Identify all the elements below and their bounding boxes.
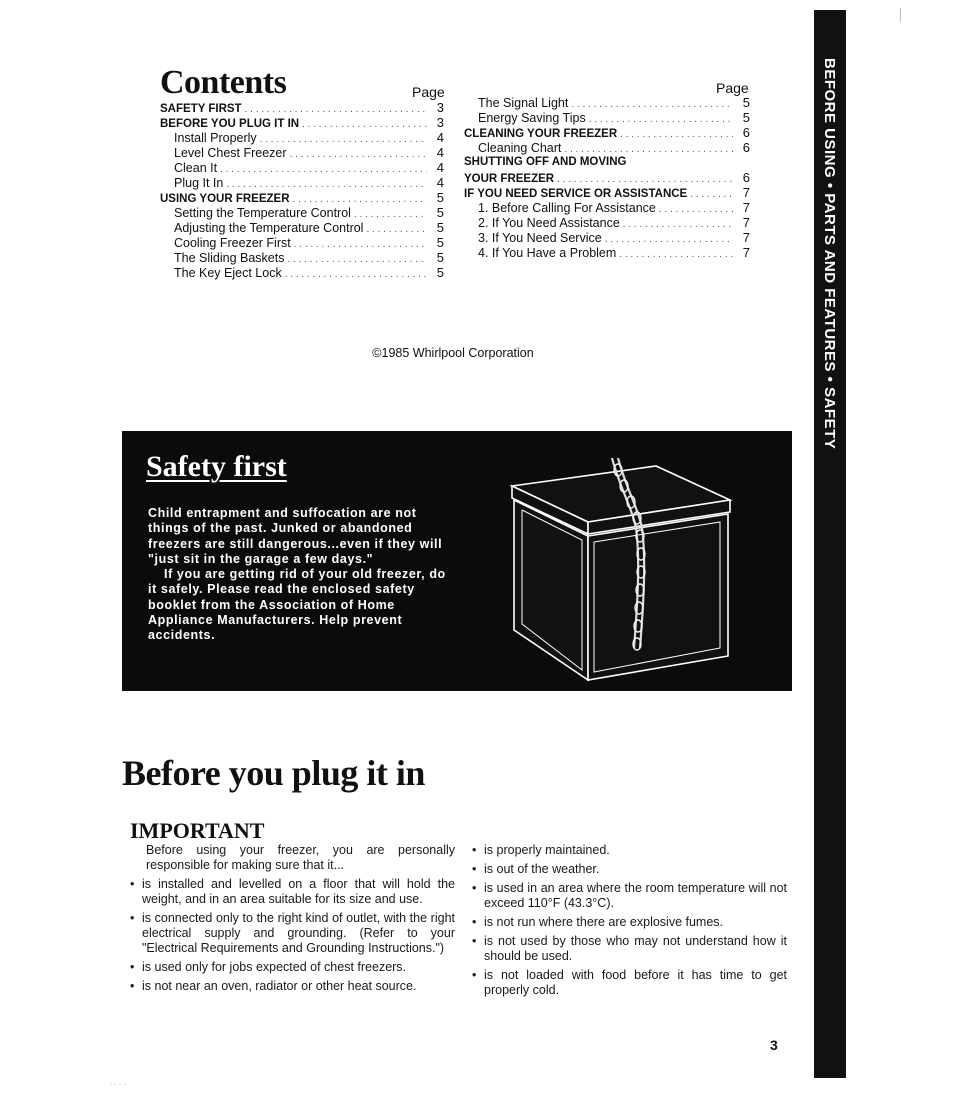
toc-leader-dots — [623, 217, 733, 232]
bullet-item: • is used in an area where the room temperature will not exceed 110°F (43.3°C). — [472, 881, 787, 911]
toc-entry-page: 5 — [436, 265, 444, 280]
safety-paragraph-1: Child entrapment and suffocation are not things of the past. Junked or abandoned freezers are still dangerous...even if they will "just sit in the garage a few days." — [148, 506, 443, 566]
toc-entry-page: 6 — [742, 140, 750, 155]
toc-entry-label: Adjusting the Temperature Control — [174, 221, 364, 235]
toc-entry — [160, 250, 444, 265]
toc-entry — [160, 130, 444, 145]
bullet-item: • is connected only to the right kind of outlet, with the right electrical supply and grounding. (Refer to your "Electrical Requirements and Grounding Instructions.") — [130, 911, 455, 956]
corner-mark — [900, 8, 901, 22]
toc-entry — [160, 115, 444, 130]
toc-entry-page: 5 — [436, 190, 444, 205]
toc-entry-page: 6 — [742, 125, 750, 140]
toc-entry-label: CLEANING YOUR FREEZER — [464, 128, 618, 140]
toc-entry-page: 7 — [742, 230, 750, 245]
bullet-item: • is used only for jobs expected of chest freezers. — [130, 960, 455, 975]
toc-entry — [160, 160, 444, 175]
toc-entry-label: Clean It — [174, 161, 218, 175]
toc-leader-dots — [366, 222, 427, 237]
side-section-tab — [814, 10, 846, 1078]
toc-leader-dots — [605, 232, 733, 247]
toc-leader-dots — [354, 207, 427, 222]
toc-entry-label: The Sliding Baskets — [174, 251, 285, 265]
toc-leader-dots — [245, 102, 427, 117]
chained-freezer-illustration — [500, 448, 780, 684]
toc-entry-page: 3 — [436, 100, 444, 115]
scan-dots: . . . . — [110, 1078, 126, 1087]
plug-intro: Before using your freezer, you are personally responsible for making sure that it... — [146, 843, 455, 872]
toc-right-column — [464, 95, 750, 260]
toc-entry-page: 4 — [436, 175, 444, 190]
toc-entry-page: 5 — [436, 235, 444, 250]
toc-leader-dots — [659, 202, 733, 217]
toc-leader-dots — [557, 172, 733, 187]
toc-leader-dots — [260, 132, 427, 147]
toc-leader-dots — [290, 147, 427, 162]
page-number: 3 — [770, 1037, 778, 1053]
copyright-notice — [0, 346, 954, 360]
toc-leader-dots — [294, 237, 427, 252]
toc-entry-page: 5 — [436, 205, 444, 220]
toc-leader-dots — [226, 177, 427, 192]
toc-leader-dots — [285, 267, 427, 282]
side-tab-label: BEFORE USING • PARTS AND FEATURES • SAFETY — [821, 58, 838, 450]
toc-leader-dots — [220, 162, 427, 177]
toc-entry-page: 5 — [436, 220, 444, 235]
toc-leader-dots — [690, 187, 733, 202]
toc-entry-label: The Key Eject Lock — [174, 266, 282, 280]
toc-entry-label: Energy Saving Tips — [478, 111, 586, 125]
toc-right-page-header: Page — [716, 80, 749, 96]
toc-entry — [160, 235, 444, 250]
plug-in-title: Before you plug it in — [122, 753, 425, 793]
toc-entry — [160, 100, 444, 115]
bullet-item: • is installed and levelled on a floor that will hold the weight, and in an area suitable for its size and use. — [130, 877, 455, 907]
toc-entry — [464, 155, 750, 170]
toc-entry-label: USING YOUR FREEZER — [160, 193, 290, 205]
toc-entry — [160, 265, 444, 280]
bullet-item: • is not used by those who may not understand how it should be used. — [472, 934, 787, 964]
toc-entry — [464, 140, 750, 155]
toc-entry — [464, 110, 750, 125]
toc-entry-label: 4. If You Have a Problem — [478, 246, 617, 260]
toc-entry-page: 5 — [436, 250, 444, 265]
toc-leader-dots — [620, 127, 733, 142]
toc-entry-label: YOUR FREEZER — [464, 173, 555, 185]
toc-entry — [160, 190, 444, 205]
toc-left-column — [160, 100, 444, 280]
important-heading: IMPORTANT — [130, 818, 265, 843]
toc-entry-label: 2. If You Need Assistance — [478, 216, 620, 230]
toc-entry — [464, 95, 750, 110]
safety-paragraph-2: If you are getting rid of your old freezer, do it safely. Please read the enclosed safety booklet from the Association of Home Appliance Manufacturers. Help prevent accidents. — [148, 567, 446, 643]
contents-title: Contents — [160, 64, 287, 101]
toc-entry-page: 5 — [742, 110, 750, 125]
toc-leader-dots — [589, 112, 733, 127]
toc-entry-label: Cleaning Chart — [478, 141, 562, 155]
bullet-item: • is out of the weather. — [472, 862, 787, 877]
toc-entry — [464, 170, 750, 185]
copyright-text: ©1985 Whirlpool Corporation — [372, 346, 534, 360]
toc-entry-label: Cooling Freezer First — [174, 236, 291, 250]
toc-entry — [160, 175, 444, 190]
toc-entry-label: Level Chest Freezer — [174, 146, 287, 160]
toc-entry-page: 4 — [436, 130, 444, 145]
toc-entry — [160, 220, 444, 235]
toc-leader-dots — [302, 117, 427, 132]
toc-entry-label: SAFETY FIRST — [160, 103, 242, 115]
toc-entry — [464, 215, 750, 230]
toc-leader-dots — [571, 97, 733, 112]
toc-entry-label: SHUTTING OFF AND MOVING — [464, 156, 627, 168]
plug-left-column — [130, 843, 455, 998]
toc-entry-page: 7 — [742, 185, 750, 200]
toc-entry-page: 7 — [742, 245, 750, 260]
toc-leader-dots — [287, 252, 427, 267]
toc-entry-label: Plug It In — [174, 176, 224, 190]
toc-entry-label: Install Properly — [174, 131, 257, 145]
toc-entry — [160, 145, 444, 160]
toc-entry-page: 5 — [742, 95, 750, 110]
toc-entry-page: 7 — [742, 215, 750, 230]
safety-text — [148, 506, 458, 644]
toc-entry — [464, 230, 750, 245]
toc-entry-label: Setting the Temperature Control — [174, 206, 351, 220]
toc-entry-label: BEFORE YOU PLUG IT IN — [160, 118, 300, 130]
toc-entry-page: 4 — [436, 160, 444, 175]
bullet-item: • is not near an oven, radiator or other heat source. — [130, 979, 455, 994]
left-bullet-list — [130, 877, 455, 994]
safety-heading: Safety first — [146, 450, 287, 483]
toc-entry — [464, 125, 750, 140]
bullet-item: • is not run where there are explosive fumes. — [472, 915, 787, 930]
toc-leader-dots — [619, 247, 733, 262]
toc-entry-label: 3. If You Need Service — [478, 231, 602, 245]
toc-entry-page: 6 — [742, 170, 750, 185]
toc-left-page-header: Page — [412, 84, 445, 100]
plug-right-column — [472, 843, 787, 1002]
toc-entry-page: 4 — [436, 145, 444, 160]
toc-entry — [464, 245, 750, 260]
right-bullet-list — [472, 843, 787, 998]
toc-entry — [160, 205, 444, 220]
toc-entry — [464, 185, 750, 200]
toc-entry-page: 7 — [742, 200, 750, 215]
toc-entry — [464, 200, 750, 215]
toc-entry-label: 1. Before Calling For Assistance — [478, 201, 656, 215]
toc-entry-page: 3 — [436, 115, 444, 130]
bullet-item: • is not loaded with food before it has time to get properly cold. — [472, 968, 787, 998]
toc-entry-label: The Signal Light — [478, 96, 569, 110]
toc-leader-dots — [293, 192, 428, 207]
toc-entry-label: IF YOU NEED SERVICE OR ASSISTANCE — [464, 188, 688, 200]
bullet-item: • is properly maintained. — [472, 843, 787, 858]
